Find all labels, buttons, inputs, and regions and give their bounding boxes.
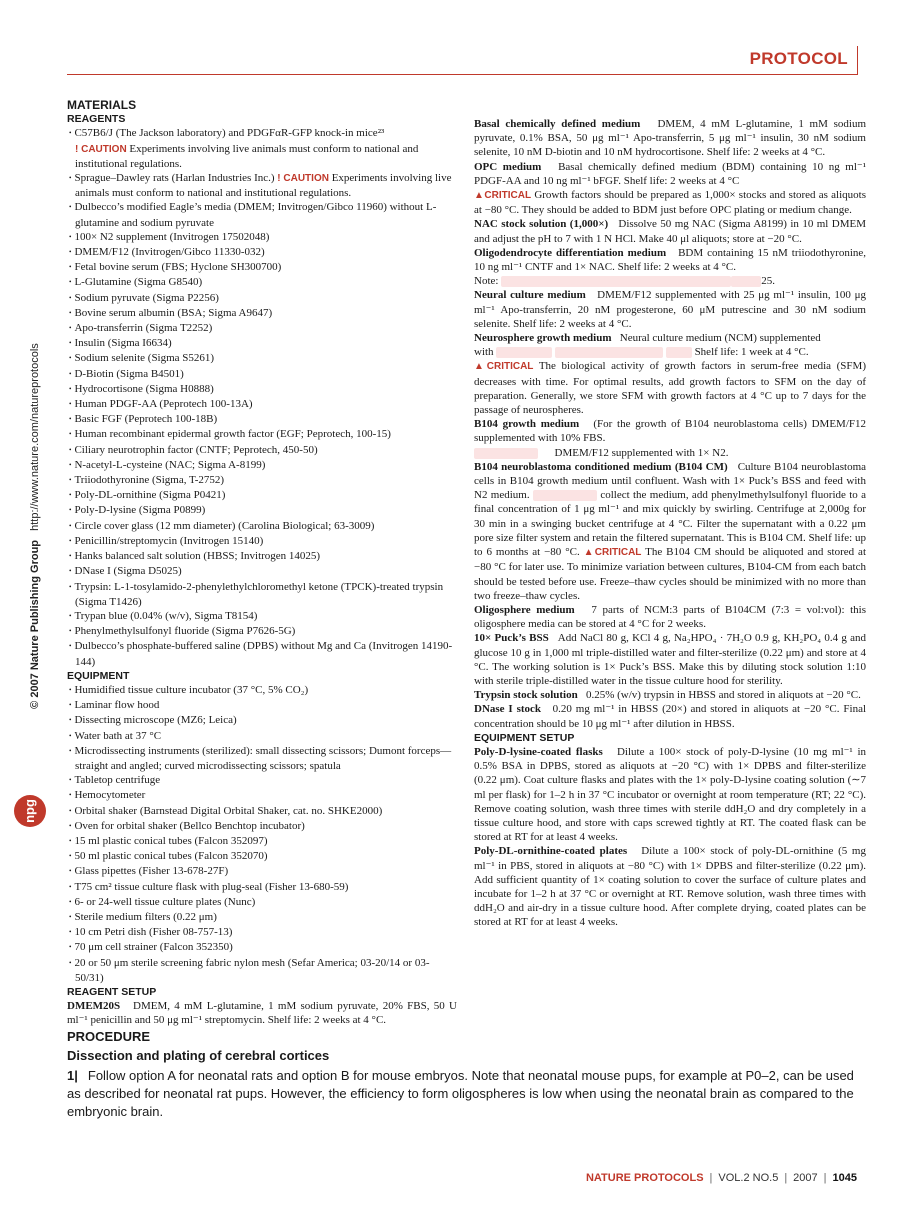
reagent-item: • Apo-transferrin (Sigma T2252) bbox=[67, 321, 457, 336]
equipment-item: • Hemocytometer bbox=[67, 788, 457, 803]
reagent-item: • Trypsin: L-1-tosylamido-2-phenylethylchloromethyl ketone (TPCK)-treated trypsin (Sigma T1426) bbox=[67, 580, 457, 609]
reagent-item: • Phenylmethylsulfonyl fluoride (Sigma P7626-5G) bbox=[67, 624, 457, 639]
reagent-item: • Insulin (Sigma I6634) bbox=[67, 336, 457, 351]
b104-entry: B104 growth medium (For the growth of B104 neuroblastoma cells) DMEM/F12 supplemented with 10% FBS. DMEM/F12 supplemented with 1× N2. bbox=[474, 418, 867, 459]
redacted-text bbox=[555, 347, 663, 358]
reagent-item: • DMEM/F12 (Invitrogen/Gibco 11330-032) bbox=[67, 245, 457, 260]
reagent-item: • Fetal bovine serum (FBS; Hyclone SH300700) bbox=[67, 260, 457, 275]
critical-label: ▲ CRITICAL bbox=[584, 547, 642, 558]
step-number: 1| bbox=[67, 1068, 78, 1083]
copyright-line bbox=[29, 306, 41, 746]
b104cm-entry: B104 neuroblastoma conditioned medium (B104 CM) Culture B104 neuroblastoma cells in B104 growth medium until confluent. Wash with 1× Puck’s BSS and feed with N2 medium. collect the medium, add phenylmethylsulfonyl fluoride to a final concentration of 1 μg ml⁻¹ and mix quickly by swirling. Centrifuge at 2,000g for 30 min in a swinging bucket centrifuge at 4 °C. Filter the supernatant with a 0.22 μm pore size filter system and retain the filtered supernatant. This is B104 CM. Shelf life: up to 6 months at −80 °C. ▲ CRITICAL The B104 CM should be aliquoted and stored at −80 °C for later use. To minimize variation between cultures, B104-CM from each batch should be tested before use. Freeze–thaw cycles should be minimized with no more than two freeze–thaw cycles. bbox=[474, 460, 866, 603]
equipment-item: • Laminar flow hood bbox=[67, 698, 457, 713]
equipment-item: • 15 ml plastic conical tubes (Falcon 352097) bbox=[67, 834, 457, 849]
equipment-item: • 6- or 24-well tissue culture plates (Nunc) bbox=[67, 895, 457, 910]
equipment-item: • 10 cm Petri dish (Fisher 08-757-13) bbox=[67, 925, 457, 940]
step-text: Follow option A for neonatal rats and option B for mouse embryos. Note that neonatal mouse pups, for example at P0–2, can be used as described for neonatal rat pups. However, the efficiency to form oligospheres is low when using the neonatal brain as compared to the embryonic brain. bbox=[67, 1068, 854, 1119]
equipment-item: • Microdissecting instruments (sterilized): small dissecting scissors; Dumont forceps—straight and angled; curved microdissecting scissors; spatula bbox=[67, 744, 457, 773]
right-column bbox=[474, 117, 866, 930]
reagent-item: • N-acetyl-L-cysteine (NAC; Sigma A-8199) bbox=[67, 458, 457, 473]
page-number: 1045 bbox=[832, 1172, 857, 1184]
equipment-item: • Water bath at 37 °C bbox=[67, 729, 457, 744]
footer-volume: VOL.2 NO.5 bbox=[718, 1172, 779, 1184]
opc-entry: OPC medium Basal chemically defined medium (BDM) containing 10 ng ml⁻¹ PDGF-AA and 10 ng ml⁻¹ bFGF. Shelf life: 2 weeks at 4 °C ▲ CRITICAL Growth factors should be prepared as 1,000× stocks and stored as aliquots at −80 °C. They should be added to BDM just before OPC plating or medium change. bbox=[474, 160, 866, 218]
reagent-item: • Sodium selenite (Sigma S5261) bbox=[67, 351, 457, 366]
procedure-subheading: Dissection and plating of cerebral cortices bbox=[67, 1048, 330, 1063]
side-bar bbox=[25, 310, 45, 750]
equipment-item: • Tabletop centrifuge bbox=[67, 773, 457, 788]
critical-label: ▲ CRITICAL bbox=[474, 361, 533, 372]
critical-label: ▲ CRITICAL bbox=[474, 190, 531, 201]
om-entry: Oligosphere medium 7 parts of NCM:3 parts of B104CM (7:3 = vol:vol): this oligosphere media can be stored at 4 °C for 2 weeks. bbox=[474, 603, 866, 631]
header-rule bbox=[67, 74, 858, 75]
reagent-item: • 100× N2 supplement (Invitrogen 17502048) bbox=[67, 230, 457, 245]
equipment-item: • 70 μm cell strainer (Falcon 352350) bbox=[67, 940, 457, 955]
redacted-text bbox=[731, 276, 761, 287]
reagent-item: • Penicillin/streptomycin (Invitrogen 15140) bbox=[67, 534, 457, 549]
reagent-setup-heading: REAGENT SETUP bbox=[67, 985, 157, 998]
reagent-item: • Basic FGF (Peprotech 100-18B) bbox=[67, 412, 457, 427]
redacted-text bbox=[474, 448, 538, 459]
footer-journal: NATURE PROTOCOLS bbox=[585, 1172, 704, 1184]
equipment-item: • Glass pipettes (Fisher 13-678-27F) bbox=[67, 864, 457, 879]
dmem20s-entry: DMEM20S DMEM, 4 mM L-glutamine, 1 mM sodium pyruvate, 20% FBS, 50 U ml⁻¹ penicillin and 50 μg ml⁻¹ streptomycin. Shelf life: 2 weeks at 4 °C. bbox=[67, 1000, 458, 1027]
dnase-entry: DNase I stock 0.20 mg ml⁻¹ in HBSS (20×) and stored in aliquots at −20 °C. Final concentration should be 10 μg ml⁻¹ after dilution in HBSS. bbox=[474, 703, 867, 730]
reagent-item: • DNase I (Sigma D5025) bbox=[67, 564, 457, 579]
procedure-heading: PROCEDURE bbox=[67, 1029, 151, 1044]
reagent-item: • Hydrocortisone (Sigma H0888) bbox=[67, 382, 457, 397]
equipment-item: • Oven for orbital shaker (Bellco Benchtop incubator) bbox=[67, 819, 457, 834]
redacted-text bbox=[501, 276, 731, 287]
page-footer: NATURE PROTOCOLS | VOL.2 NO.5 | 2007 | 1045 bbox=[585, 1172, 857, 1184]
journal-url[interactable]: http://www.nature.com/natureprotocols bbox=[29, 343, 41, 531]
reagent-item: • Sodium pyruvate (Sigma P2256) bbox=[67, 291, 457, 306]
odm-entry: Oligodendrocyte differentiation medium BDM containing 15 nM triiodothyronine, 10 ng ml⁻¹ CNTF and 1× NAC. Shelf life: 2 weeks at 4 °C. Note: 25. bbox=[474, 246, 867, 288]
redacted-text bbox=[496, 347, 552, 358]
caution-label: ! CAUTION bbox=[75, 144, 127, 155]
caution-label: ! CAUTION bbox=[277, 173, 329, 184]
trypsin-entry: Trypsin stock solution 0.25% (w/v) trypsin in HBSS and stored in aliquots at −20 °C. bbox=[474, 689, 861, 702]
pdlo-entry: Poly-DL-ornithine-coated plates Dilute a 100× stock of poly-DL-ornithine (5 mg ml⁻¹ in PBS, stored in aliquots at −80 °C) with 1× DPBS and filter-sterilize (0.22 μm). Add sufficient quantity of 1× coating solution to cover the surface of culture plates and incubate for 1–2 h at 37 °C or overnight at RT. Remove solution, wash three times with ddH₂O and air-dry in a tissue culture hood. After complete drying, coated plates can be stored at RT for at least 4 weeks. bbox=[474, 845, 866, 929]
equipment-item: • Orbital shaker (Barnstead Digital Orbital Shaker, cat. no. SHKE2000) bbox=[67, 804, 457, 819]
page-section-title: PROTOCOL bbox=[749, 49, 848, 68]
reagent-item: • Ciliary neurotrophin factor (CNTF; Peprotech, 450-50) bbox=[67, 443, 457, 458]
equipment-item: • Sterile medium filters (0.22 μm) bbox=[67, 910, 457, 925]
reagent-item: • Trypan blue (0.04% (w/v), Sigma T8154) bbox=[67, 609, 457, 624]
reagents-heading: REAGENTS bbox=[67, 113, 126, 126]
reagent-item: • Poly-DL-ornithine (Sigma P0421) bbox=[67, 488, 457, 503]
reagent-item: • L-Glutamine (Sigma G8540) bbox=[67, 275, 457, 290]
ncm-entry: Neural culture medium DMEM/F12 supplemented with 25 μg ml⁻¹ insulin, 100 μg ml⁻¹ Apo-transferrin, 20 nM progesterone, 60 μM putrescine and 30 nM sodium selenite. Shelf life: 2 weeks at 4 °C. bbox=[474, 289, 867, 330]
copyright-text: © 2007 Nature Publishing Group bbox=[29, 539, 41, 709]
reagent-item: • Human recombinant epidermal growth factor (EGF; Peprotech, 100-15) bbox=[67, 427, 457, 442]
nac-entry: NAC stock solution (1,000×) Dissolve 50 mg NAC (Sigma A8199) in 10 ml DMEM and adjust the pH to 7 with 1 N HCl. Make 40 μl aliquots; store at −20 °C. bbox=[474, 218, 866, 245]
procedure-section bbox=[67, 1029, 857, 1121]
left-column bbox=[67, 96, 457, 1028]
materials-heading: MATERIALS bbox=[67, 98, 137, 112]
reagent-item: • Human PDGF-AA (Peprotech 100-13A) bbox=[67, 397, 457, 412]
procedure-step bbox=[67, 1067, 857, 1121]
reagent-item: • Sprague–Dawley rats (Harlan Industries Inc.) ! CAUTION Experiments involving live animals must conform to national and institutional regulations. bbox=[67, 171, 457, 200]
reagent-item: • Triiodothyronine (Sigma, T-2752) bbox=[67, 473, 457, 488]
puck-entry: 10× Puck’s BSS Add NaCl 80 g, KCl 4 g, Na₂HPO₄ · 7H₂O 0.9 g, KH₂PO₄ 0.4 g and glucose 10 g in 1,000 ml triple-distilled water and filter-sterilize (0.22 μm) and store at 4 °C. The working solution is 1× Puck’s BSS. Make this by diluting stock solution 1:10 with sterile triple-distilled water in the tissue culture hood for sterility. bbox=[474, 632, 866, 687]
reagent-item: • C57B6/J (The Jackson laboratory) and PDGFαR-GFP knock-in mice²³ ! CAUTION Experiments involving live animals must conform to national and institutional regulations. bbox=[67, 126, 457, 171]
reagent-item: • Dulbecco’s modified Eagle’s media (DMEM; Invitrogen/Gibco 11960) without L-glutamine and sodium pyruvate bbox=[67, 200, 457, 229]
header-tick bbox=[857, 46, 858, 74]
equipment-heading: EQUIPMENT bbox=[67, 669, 130, 682]
reagent-item: • Bovine serum albumin (BSA; Sigma A9647) bbox=[67, 306, 457, 321]
redacted-text bbox=[533, 490, 597, 501]
footer-year: 2007 bbox=[793, 1172, 818, 1184]
reagent-item: • Dulbecco’s phosphate-buffered saline (DPBS) without Mg and Ca (Invitrogen 14190-144) bbox=[67, 639, 457, 668]
bdm-entry: Basal chemically defined medium DMEM, 4 mM L-glutamine, 1 mM sodium pyruvate, 0.1% BSA, 50 μg ml⁻¹ Apo-transferrin, 5 μg ml⁻¹ insulin, 30 nM sodium selenite, 10 nM D-biotin and 10 nM hydrocortisone. Shelf life: 2 weeks at 4 °C. bbox=[474, 118, 867, 159]
equipment-item: • T75 cm² tissue culture flask with plug-seal (Fisher 13-680-59) bbox=[67, 880, 457, 895]
equipment-setup-heading: EQUIPMENT SETUP bbox=[474, 731, 575, 744]
pdl-entry: Poly-D-lysine-coated flasks Dilute a 100× stock of poly-D-lysine (10 mg ml⁻¹ in 0.5% BSA in DPBS, stored as aliquots at −20 °C) with 1× DPBS and filter-sterilize (0.22 μm). Coat culture flasks and plates with the 1× poly-D-lysine coating solution (∼7 ml per flask) for 1–2 h in 37 °C incubator or overnight at room temperature (RT; 22 °C). Remove coating solution, wash three times with sterile ddH₂O and dry completely in a tissue culture hood, and store with caps screwed tightly at RT. The coated flask can be stored at RT for at least 4 weeks. bbox=[474, 745, 867, 844]
redacted-text bbox=[666, 347, 692, 358]
ngm-entry: Neurosphere growth medium Neural culture medium (NCM) supplemented with Shelf life: 1 week at 4 °C. ▲ CRITICAL The biological activity of growth factors in serum-free media (SFM) decreases with time. For optimal results, add growth factors to SFM on the day of preparation. Generally, we store SFM with growth factors at 4 °C up to 7 days for the passage of neurospheres. bbox=[474, 331, 866, 417]
equipment-item: • Dissecting microscope (MZ6; Leica) bbox=[67, 713, 457, 728]
reagent-item: • Circle cover glass (12 mm diameter) (Carolina Biological; 63-3009) bbox=[67, 519, 457, 534]
equipment-item: • Humidified tissue culture incubator (37 °C, 5% CO₂) bbox=[67, 683, 457, 698]
equipment-item: • 20 or 50 μm sterile screening fabric nylon mesh (Sefar America; 03-20/14 or 03-50/31) bbox=[67, 956, 457, 985]
equipment-item: • 50 ml plastic conical tubes (Falcon 352070) bbox=[67, 849, 457, 864]
reagent-item: • Poly-D-lysine (Sigma P0899) bbox=[67, 503, 457, 518]
reagent-item: • D-Biotin (Sigma B4501) bbox=[67, 367, 457, 382]
npg-logo: npg bbox=[14, 795, 46, 827]
reagent-item: • Hanks balanced salt solution (HBSS; Invitrogen 14025) bbox=[67, 549, 457, 564]
